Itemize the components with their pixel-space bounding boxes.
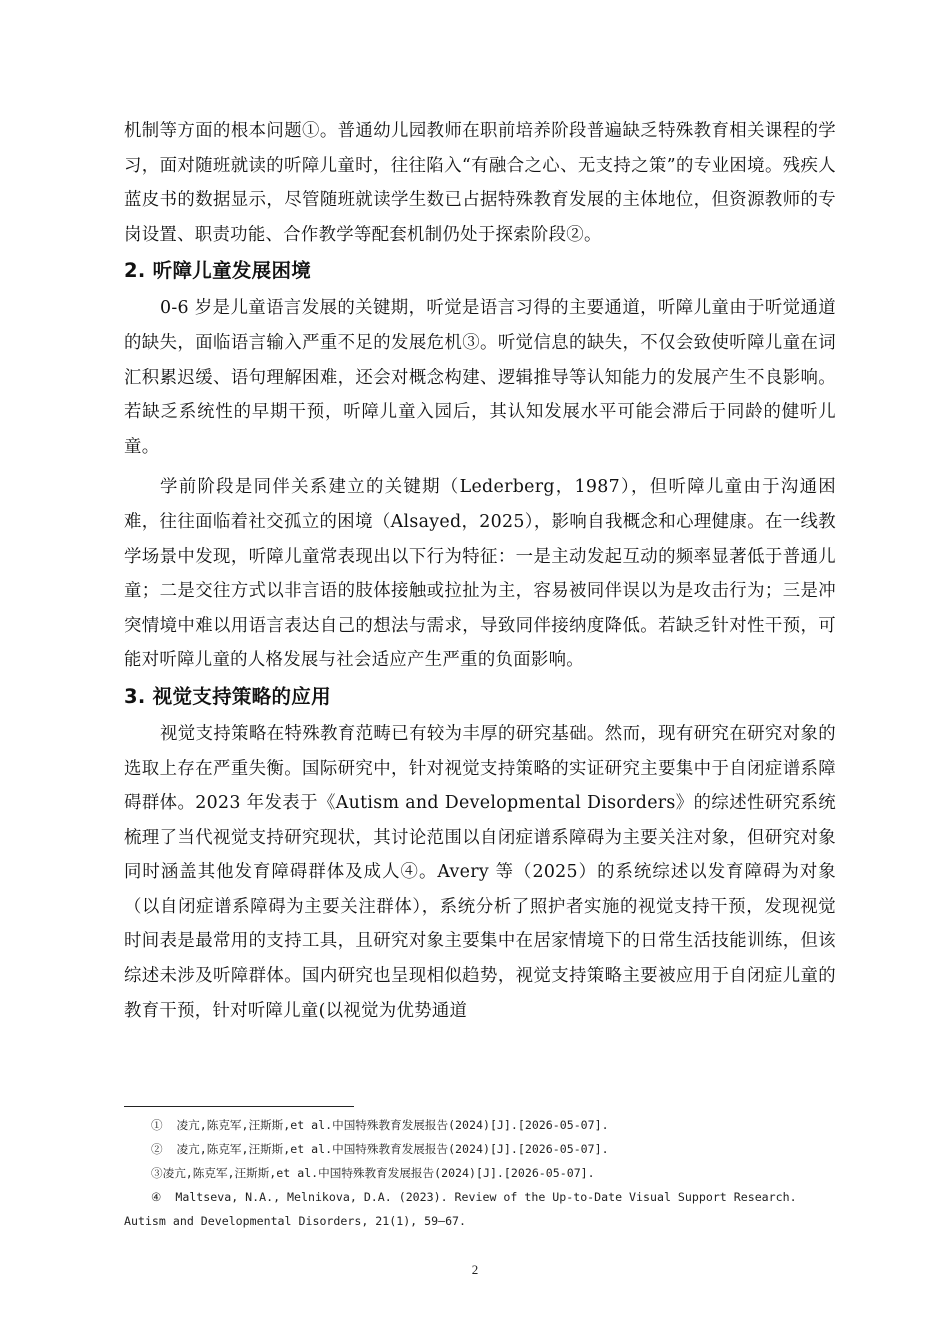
footnotes (124, 1113, 836, 1233)
paragraph-continued: 机制等方面的根本问题①。普通幼儿园教师在职前培养阶段普遍缺乏特殊教育相关课程的学习，面对随班就读的听障儿童时，往往陷入“有融合之心、无支持之策”的专业困境。残疾人蓝皮书的数据显示，尽管随班就读学生数已占据特殊教育发展的主体地位，但资源教师的专岗设置、职责功能、合作教学等配套机制仍处于探索阶段②。 (124, 121, 836, 245)
footnote-separator (124, 1106, 354, 1107)
section-heading-3: 3. 视觉支持策略的应用 (124, 684, 331, 708)
footnote-4-continued: Autism and Developmental Disorders, 21(1), 59–67. (124, 1214, 467, 1228)
footnote-3: ③凌亢,陈克军,汪斯斯,et al.中国特殊教育发展报告(2024)[J].[2026-05-07]. (151, 1166, 595, 1180)
paragraph-peer-relations: 学前阶段是同伴关系建立的关键期（Lederberg，1987），但听障儿童由于沟通困难，往往面临着社交孤立的困境（Alsayed，2025），影响自我概念和心理健康。在一线教学场景中发现，听障儿童常表现出以下行为特征：一是主动发起互动的频率显著低于普通儿童；二是交往方式以非言语的肢体接触或拉扯为主，容易被同伴误以为是攻击行为；三是冲突情境中难以用语言表达自己的想法与需求，导致同伴接纳度降低。若缺乏针对性干预，可能对听障儿童的人格发展与社会适应产生严重的负面影响。 (124, 477, 836, 671)
paragraph-language-development: 0-6 岁是儿童语言发展的关键期，听觉是语言习得的主要通道，听障儿童由于听觉通道的缺失，面临语言输入严重不足的发展危机③。听觉信息的缺失，不仅会致使听障儿童在词汇积累迟缓、语句理解困难，还会对概念构建、逻辑推导等认知能力的发展产生不良影响。若缺乏系统性的早期干预，听障儿童入园后，其认知发展水平可能会滞后于同龄的健听儿童。 (124, 298, 836, 457)
section-heading-2: 2. 听障儿童发展困境 (124, 259, 312, 283)
footnote-4: ④ Maltseva, N.A., Melnikova, D.A. (2023). Review of the Up-to-Date Visual Support Research. (151, 1190, 797, 1204)
footnote-2: ② 凌亢,陈克军,汪斯斯,et al.中国特殊教育发展报告(2024)[J].[2026-05-07]. (151, 1142, 609, 1156)
paragraph-visual-support: 视觉支持策略在特殊教育范畴已有较为丰厚的研究基础。然而，现有研究在研究对象的选取上存在严重失衡。国际研究中，针对视觉支持策略的实证研究主要集中于自闭症谱系障碍群体。2023 年发表于《Autism and Developmental Disorders》的综述性研究系统梳理了当代视觉支持研究现状，其讨论范围以自闭症谱系障碍为主要关注对象，但研究对象同时涵盖其他发育障碍群体及成人④。Avery 等（2025）的系统综述以发育障碍为对象（以自闭症谱系障碍为主要关注群体），系统分析了照护者实施的视觉支持干预，发现视觉时间表是最常用的支持工具，且研究对象主要集中在居家情境下的日常生活技能训练，但该综述未涉及听障群体。国内研究也呈现相似趋势，视觉支持策略主要被应用于自闭症儿童的教育干预，针对听障儿童(以视觉为优势通道 (124, 723, 836, 1021)
body-text (124, 114, 836, 1028)
page-number: 2 (471, 1262, 479, 1277)
footnote-1: ① 凌亢,陈克军,汪斯斯,et al.中国特殊教育发展报告(2024)[J].[2026-05-07]. (151, 1118, 609, 1132)
